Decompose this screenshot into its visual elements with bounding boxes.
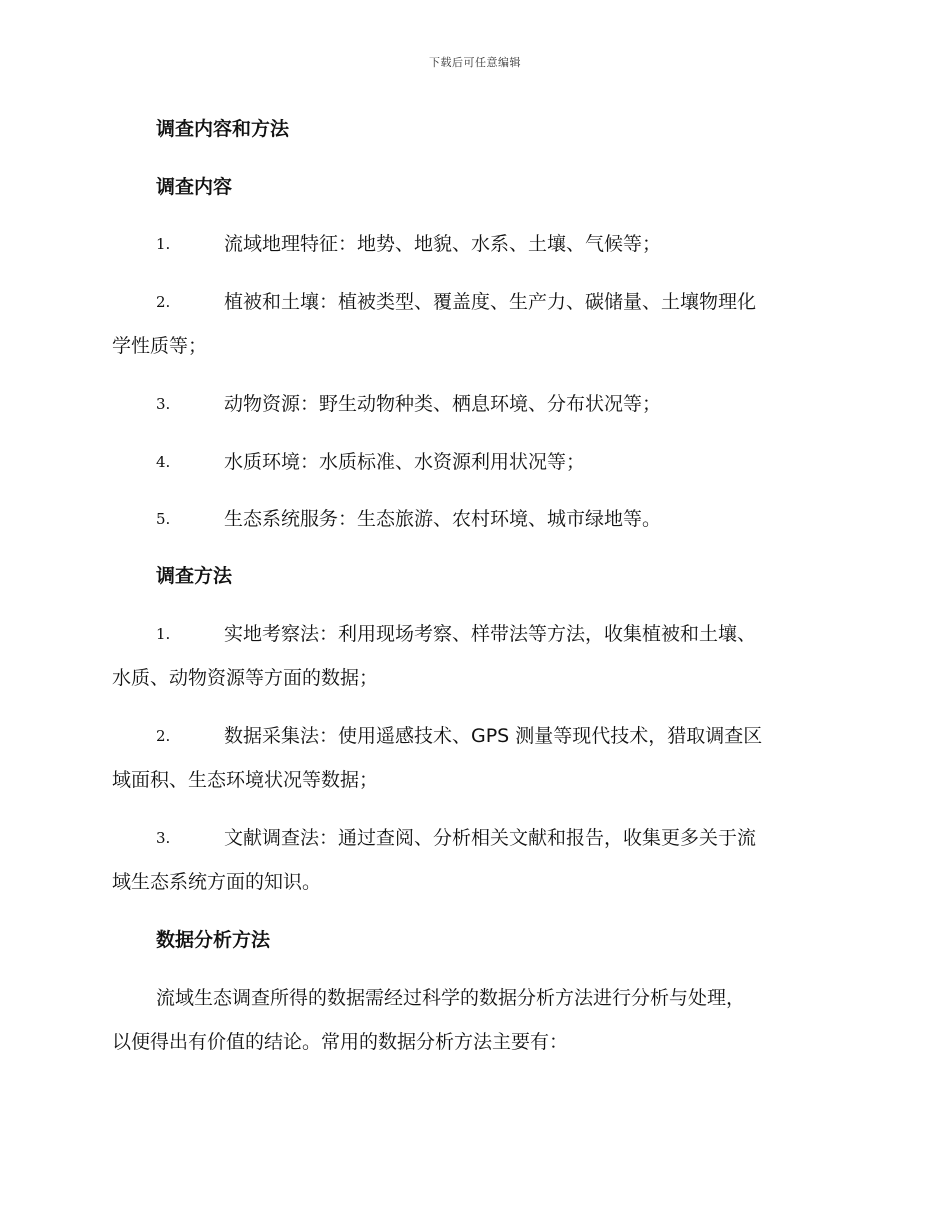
list-item-text-continued: 域面积、生态环境状况等数据； xyxy=(112,769,379,791)
paragraph-line: 流域生态调查所得的数据需经过科学的数据分析方法进行分析与处理， xyxy=(156,987,746,1009)
paragraph-line: 以便得出有价值的结论。常用的数据分析方法主要有： xyxy=(112,1031,569,1053)
list-item-text: 流域地理特征：地势、地貌、水系、土壤、气候等； xyxy=(224,233,662,255)
list-item-number: 3. xyxy=(156,829,171,847)
list-item-text-continued: 域生态系统方面的知识。 xyxy=(112,871,322,893)
list-item-text: 动物资源：野生动物种类、栖息环境、分布状况等； xyxy=(224,393,662,415)
content-heading: 调查内容 xyxy=(156,176,233,198)
list-item-text: 水质环境：水质标准、水资源利用状况等； xyxy=(224,451,586,473)
list-item-number: 4. xyxy=(156,453,171,471)
list-item-number: 1. xyxy=(156,235,171,253)
list-item-number: 3. xyxy=(156,395,171,413)
list-item-number: 1. xyxy=(156,625,171,643)
list-item-text: 实地考察法：利用现场考察、样带法等方法，收集植被和土壤、 xyxy=(224,623,757,645)
list-item-text: 生态系统服务：生态旅游、农村环境、城市绿地等。 xyxy=(224,508,662,530)
list-item-text-continued: 学性质等； xyxy=(112,335,208,357)
list-item-text: 文献调查法：通过查阅、分析相关文献和报告，收集更多关于流 xyxy=(224,827,757,849)
list-item-number: 2. xyxy=(156,293,171,311)
list-item-text: 植被和土壤：植被类型、覆盖度、生产力、碳储量、土壤物理化 xyxy=(224,291,757,313)
list-item-text-continued: 水质、动物资源等方面的数据； xyxy=(112,667,379,689)
list-item-number: 2. xyxy=(156,727,171,745)
methods-heading: 调查方法 xyxy=(156,565,233,587)
section-title: 调查内容和方法 xyxy=(156,118,290,140)
analysis-heading: 数据分析方法 xyxy=(156,929,271,951)
list-item-number: 5. xyxy=(156,510,171,528)
header-note: 下载后可任意编辑 xyxy=(429,56,521,69)
list-item-text: 数据采集法：使用遥感技术、GPS 测量等现代技术，猎取调查区 xyxy=(224,725,763,747)
